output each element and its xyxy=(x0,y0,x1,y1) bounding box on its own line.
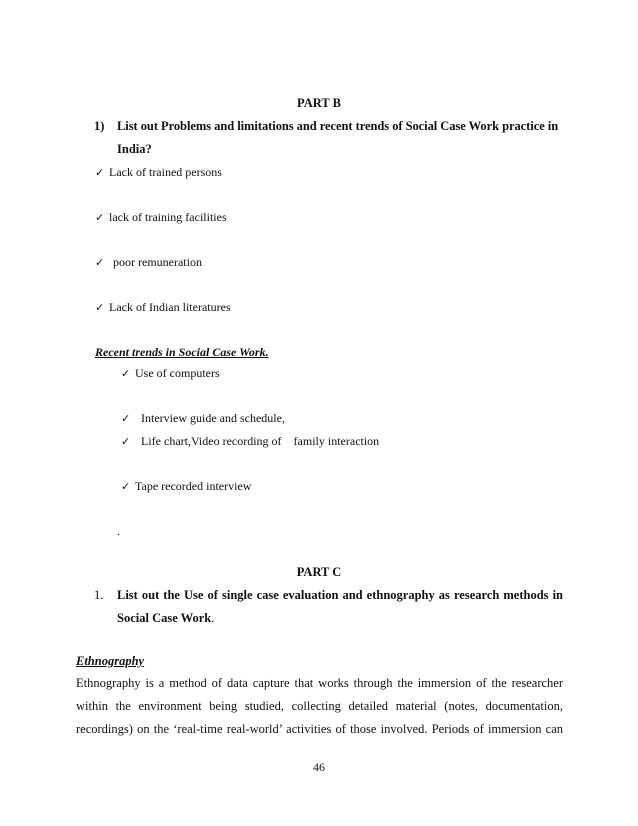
checkmark-icon: ✓ xyxy=(95,166,105,179)
list-item xyxy=(95,300,231,315)
part-c-question-number: 1. xyxy=(94,588,104,602)
ethnography-paragraph-line-1: Ethnography is a method of data capture that works through the immersion of the researcher xyxy=(76,676,563,690)
list-item xyxy=(95,210,227,225)
part-b-title: PART B xyxy=(297,96,341,110)
list-item xyxy=(95,165,222,180)
stray-dot: . xyxy=(117,524,120,538)
ethnography-heading: Ethnography xyxy=(76,654,145,668)
checkmark-icon: ✓ xyxy=(121,367,131,380)
recent-trends-heading: Recent trends in Social Case Work. xyxy=(95,345,269,359)
list-item xyxy=(121,479,251,494)
checkmark-icon: ✓ xyxy=(95,211,105,224)
problem-item-2: lack of training facilities xyxy=(109,210,227,224)
list-item xyxy=(95,255,202,270)
part-c-question-line2-bold: Social Case Work xyxy=(117,611,212,625)
trend-item-1: Use of computers xyxy=(135,366,220,380)
part-c-question-line2 xyxy=(117,611,214,626)
list-item xyxy=(121,411,285,426)
part-c-question-line2-end: . xyxy=(211,611,215,625)
checkmark-icon: ✓ xyxy=(95,256,105,269)
ethnography-paragraph-line-2: within the environment being studied, collecting detailed material (notes, documentation, xyxy=(76,699,563,713)
part-b-question-line1: List out Problems and limitations and recent trends of Social Case Work practice in xyxy=(117,119,559,133)
trend-item-3: Life chart,Video recording of family interaction xyxy=(141,434,380,448)
checkmark-icon: ✓ xyxy=(121,480,131,493)
checkmark-icon: ✓ xyxy=(121,412,131,425)
list-item xyxy=(121,434,379,449)
page-number: 46 xyxy=(313,760,325,774)
part-c-question-line1: List out the Use of single case evaluation and ethnography as research methods in xyxy=(117,588,563,602)
problem-item-4: Lack of Indian literatures xyxy=(109,300,231,314)
ethnography-paragraph-line-3: recordings) on the ‘real-time real-world’ activities of those involved. Periods of immersion can xyxy=(76,722,563,736)
part-c-title: PART C xyxy=(296,565,342,579)
part-b-question-number: 1) xyxy=(94,119,105,133)
problem-item-3: poor remuneration xyxy=(113,255,202,269)
trend-item-4: Tape recorded interview xyxy=(135,479,252,493)
problem-item-1: Lack of trained persons xyxy=(109,165,222,179)
list-item xyxy=(121,366,220,381)
trend-item-2: Interview guide and schedule, xyxy=(141,411,285,425)
checkmark-icon: ✓ xyxy=(95,301,105,314)
part-b-question-line2: India? xyxy=(117,142,152,156)
checkmark-icon: ✓ xyxy=(121,435,131,448)
